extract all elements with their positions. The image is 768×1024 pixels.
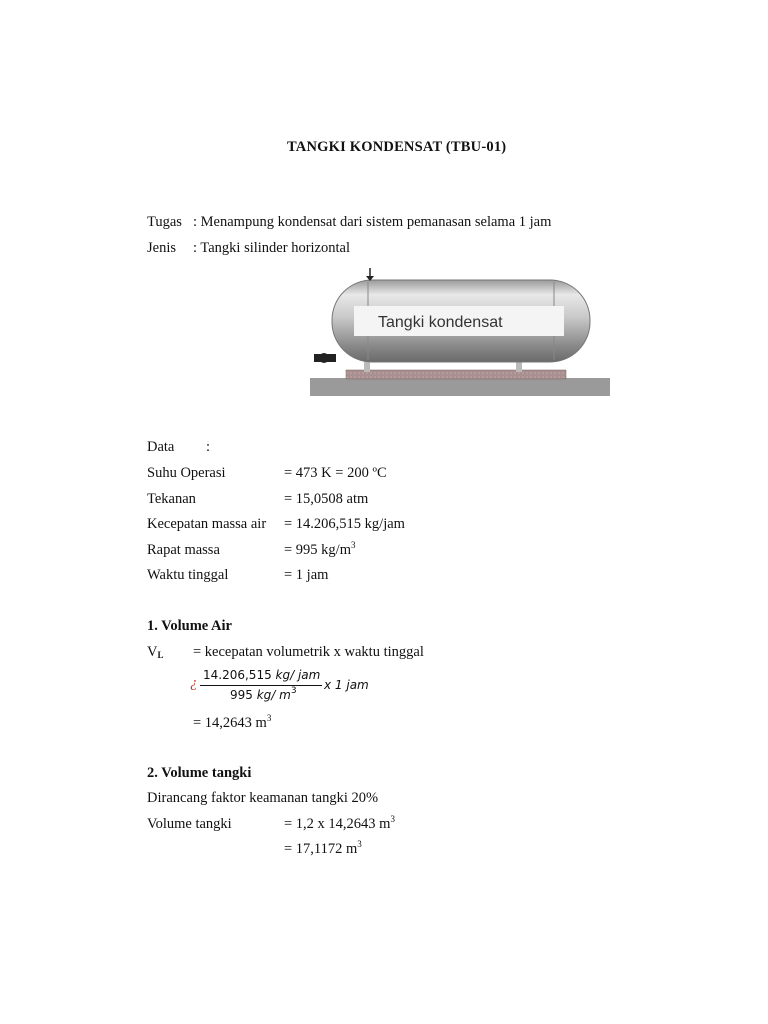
tank-illustration xyxy=(310,268,618,398)
section2-heading: 2. Volume tangki xyxy=(147,765,252,781)
safety-factor-note: Dirancang faktor keamanan tangki 20% xyxy=(147,790,379,806)
tekanan-value: = 15,0508 atm xyxy=(284,491,369,507)
kecepatan-label: Kecepatan massa air xyxy=(147,516,267,532)
times-term: x 1 jam xyxy=(324,678,369,692)
rapat-label: Rapat massa xyxy=(147,542,220,558)
volume-tangki-result: = 17,1172 $m^3$ xyxy=(284,839,362,857)
jenis-value: : Tangki silinder horizontal xyxy=(193,240,350,256)
data-colon: : xyxy=(206,439,211,455)
volume-air-result: = 14,2643 $m^3$ xyxy=(193,713,272,731)
volume-tangki-calc: = 1,2 x 14,2643 $m^3$ xyxy=(284,814,395,832)
fraction-bar xyxy=(200,685,322,686)
vl-symbol: $V_L$ xyxy=(147,644,164,660)
tugas-value: : Menampung kondensat dari sistem pemanasan selama 1 jam xyxy=(193,214,552,230)
fraction-denominator: 995 kg/ $m^3$ xyxy=(230,686,297,702)
tank-label: Tangki kondensat xyxy=(378,314,503,331)
jenis-label: Jenis xyxy=(147,240,176,256)
section1-heading: 1. Volume Air xyxy=(147,618,232,634)
page-title: TANGKI KONDENSAT (TBU-01) xyxy=(287,139,507,155)
suhu-label: Suhu Operasi xyxy=(147,465,226,481)
rapat-value: = 995 $kg/m^3$ xyxy=(284,540,356,558)
vl-definition: = kecepatan volumetrik x waktu tinggal xyxy=(193,644,424,660)
suhu-value: = 473 K = 200 ºC xyxy=(284,465,387,481)
volume-tangki-label: Volume tangki xyxy=(147,816,232,832)
data-label: Data xyxy=(147,439,175,455)
tugas-label: Tugas xyxy=(147,214,182,230)
waktu-label: Waktu tinggal xyxy=(147,567,229,583)
kecepatan-value: = 14.206,515 kg/jam xyxy=(284,516,405,532)
equation-prefix: ¿ xyxy=(190,675,198,691)
waktu-value: = 1 jam xyxy=(284,567,329,583)
fraction-numerator: 14.206,515 kg/ jam xyxy=(203,668,321,682)
tekanan-label: Tekanan xyxy=(147,491,196,507)
